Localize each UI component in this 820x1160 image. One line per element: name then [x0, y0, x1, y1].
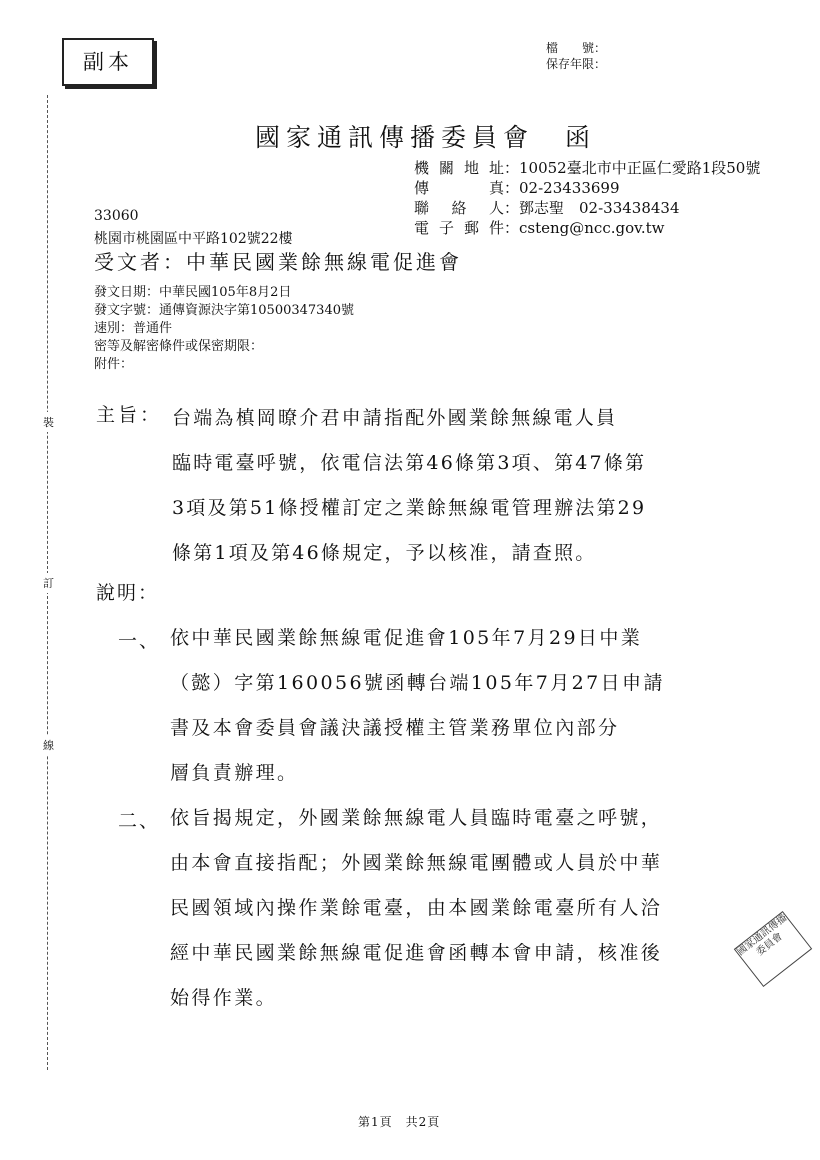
subject-body: [172, 396, 720, 576]
contact-row: [414, 158, 760, 178]
file-meta: [546, 40, 606, 72]
document-meta: [94, 284, 354, 374]
contact-value: ：鄧志聖 02-33438434: [504, 199, 680, 217]
item-line: 層負責辦理。: [170, 762, 299, 784]
subject-line: 臨時電臺呼號，依電信法第46條第3項、第47條第: [172, 452, 647, 474]
item-line: 依旨揭規定，外國業餘無線電人員臨時電臺之呼號，: [170, 807, 663, 829]
recipient-line: 受文者：中華民國業餘無線電促進會: [94, 250, 462, 274]
contact-row: [414, 198, 760, 218]
item-line: 始得作業。: [170, 987, 278, 1009]
binding-mark: 裝: [43, 412, 54, 432]
issue-date: 發文日期：中華民國105年8月2日: [94, 285, 292, 300]
contact-label: 聯絡人: [414, 199, 504, 217]
page-footer: 第1頁 共2頁: [358, 1115, 441, 1129]
classification: 密等及解密條件或保密期限：: [94, 339, 264, 354]
binding-mark: 訂: [43, 573, 54, 593]
item-line: 依中華民國業餘無線電促進會105年7月29日中業: [170, 627, 643, 649]
contact-label: 傳 真: [414, 179, 504, 197]
copy-mark-stamp: 副本: [62, 38, 154, 86]
explanation-label: 說明：: [96, 582, 160, 604]
retention-label: 保存年限：: [546, 57, 607, 71]
contact-value: ：10052臺北市中正區仁愛路1段50號: [504, 159, 761, 177]
subject-line: 3項及第51條授權訂定之業餘無線電管理辦法第29: [172, 497, 647, 519]
item-line: （懿）字第160056號函轉台端105年7月27日申請: [170, 672, 665, 694]
seal-stamp: 國家通訊傳播委員會: [734, 911, 812, 987]
item-number: 二、: [118, 810, 161, 832]
file-number-label: 檔 號：: [546, 41, 607, 55]
contact-row: [414, 218, 760, 238]
contact-email-link: ：csteng@ncc.gov.tw: [504, 219, 665, 237]
subject-line: 台端為槙岡暸介君申請指配外國業餘無線電人員: [172, 407, 618, 429]
binding-mark: 線: [43, 735, 54, 755]
item-line: 民國領域內操作業餘電臺，由本國業餘電臺所有人洽: [170, 897, 663, 919]
explanation-item: [170, 616, 730, 796]
recipient-address: 桃園市桃園區中平路102號22樓: [94, 231, 293, 247]
contact-label: 電子郵件: [414, 219, 504, 237]
document-title: 國家通訊傳播委員會 函: [255, 123, 597, 152]
recipient-postal-code: 33060: [94, 208, 139, 224]
subject-line: 條第1項及第46條規定，予以核准，請查照。: [172, 542, 597, 564]
document-number: 發文字號：通傳資源決字第10500347340號: [94, 303, 354, 318]
item-line: 經中華民國業餘無線電促進會函轉本會申請，核准後: [170, 942, 663, 964]
item-number: 一、: [118, 630, 161, 652]
sender-contact: [414, 158, 760, 238]
attachments: 附件：: [94, 357, 134, 372]
contact-value: ：02-23433699: [504, 179, 620, 197]
contact-label: 機關地址: [414, 159, 504, 177]
delivery-speed: 速別：普通件: [94, 321, 173, 336]
contact-row: [414, 178, 760, 198]
subject-label: 主旨：: [96, 404, 163, 426]
item-line: 書及本會委員會議決議授權主管業務單位內部分: [170, 717, 620, 739]
explanation-item: [170, 796, 730, 1021]
item-line: 由本會直接指配；外國業餘無線電團體或人員於中華: [170, 852, 663, 874]
